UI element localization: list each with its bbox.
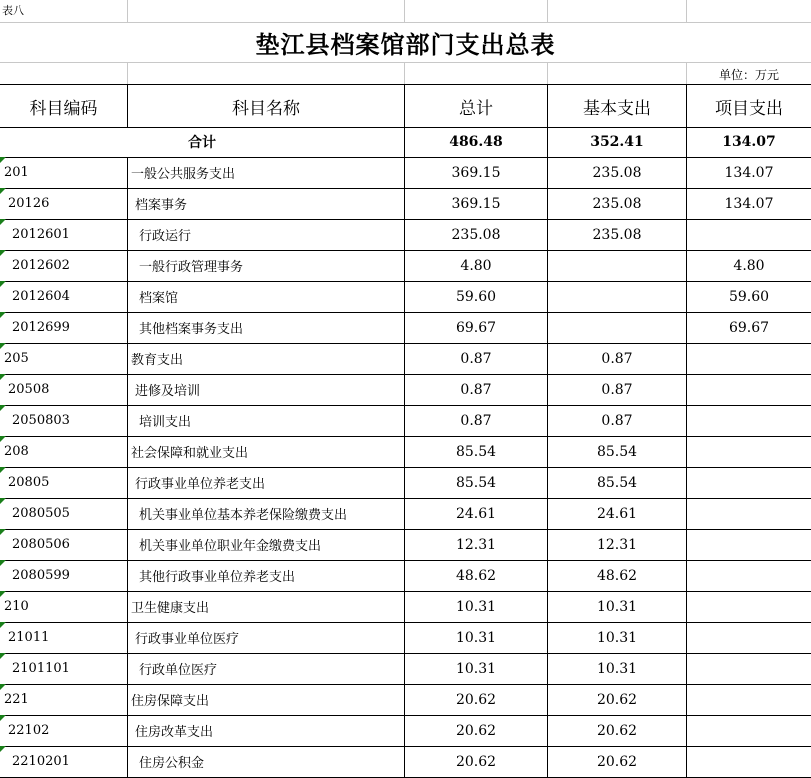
- project-cell[interactable]: [687, 560, 811, 591]
- total-cell[interactable]: 59.60: [405, 281, 548, 312]
- total-cell[interactable]: 0.87: [405, 405, 548, 436]
- name-cell[interactable]: 档案事务: [128, 188, 405, 219]
- total-cell[interactable]: 24.61: [405, 498, 548, 529]
- table-row: [0, 684, 811, 716]
- name-cell[interactable]: 行政单位医疗: [128, 653, 405, 684]
- basic-cell[interactable]: 85.54: [548, 467, 687, 498]
- sheet-tag-row: [0, 0, 811, 23]
- name-cell[interactable]: 一般行政管理事务: [128, 250, 405, 281]
- project-cell[interactable]: 59.60: [728, 288, 770, 305]
- basic-cell[interactable]: 20.62: [548, 746, 687, 777]
- project-cell[interactable]: [687, 622, 811, 653]
- header-name: 科目名称: [128, 85, 405, 127]
- sheet-tag: 表八: [2, 4, 24, 17]
- name-cell[interactable]: 进修及培训: [128, 374, 405, 405]
- page-title: 垫江县档案馆部门支出总表: [255, 29, 556, 59]
- table-row: [0, 312, 811, 344]
- project-cell[interactable]: 134.07: [724, 164, 774, 181]
- basic-cell[interactable]: 235.08: [548, 188, 687, 219]
- total-cell[interactable]: 48.62: [405, 560, 548, 591]
- header-code: 科目编码: [0, 85, 128, 127]
- table-row: [0, 653, 811, 685]
- code-cell[interactable]: 2050803: [0, 405, 128, 436]
- project-cell[interactable]: [687, 436, 811, 467]
- project-cell[interactable]: [687, 343, 811, 374]
- table-row: [0, 250, 811, 282]
- basic-cell[interactable]: [548, 250, 687, 281]
- basic-cell[interactable]: 235.08: [548, 219, 687, 250]
- project-cell[interactable]: [687, 653, 811, 684]
- table-row: [0, 374, 811, 406]
- total-project: 134.07: [722, 133, 776, 150]
- basic-cell[interactable]: 48.62: [548, 560, 687, 591]
- total-cell[interactable]: 235.08: [405, 219, 548, 250]
- basic-cell[interactable]: 10.31: [548, 591, 687, 622]
- total-cell[interactable]: 20.62: [405, 715, 548, 746]
- name-cell[interactable]: 机关事业单位职业年金缴费支出: [128, 529, 405, 560]
- code-cell[interactable]: 210: [0, 591, 128, 622]
- project-cell[interactable]: 69.67: [728, 319, 770, 336]
- table-row: [0, 746, 811, 778]
- code-cell[interactable]: 21011: [0, 622, 128, 653]
- header-row: [0, 84, 811, 128]
- table-row: [0, 281, 811, 313]
- header-project: 项目支出: [715, 98, 783, 119]
- table-row: [0, 591, 811, 623]
- total-row: [0, 126, 811, 158]
- total-cell[interactable]: 10.31: [405, 653, 548, 684]
- total-cell[interactable]: 10.31: [405, 622, 548, 653]
- total-cell[interactable]: 69.67: [405, 312, 548, 343]
- total-cell[interactable]: 12.31: [405, 529, 548, 560]
- code-cell[interactable]: 208: [0, 436, 128, 467]
- project-cell[interactable]: [687, 219, 811, 250]
- project-cell[interactable]: [687, 591, 811, 622]
- code-cell[interactable]: 20805: [0, 467, 128, 498]
- code-cell[interactable]: 2012602: [0, 250, 128, 281]
- name-cell[interactable]: 一般公共服务支出: [128, 157, 405, 188]
- table-row: [0, 560, 811, 592]
- name-cell[interactable]: 行政事业单位医疗: [128, 622, 405, 653]
- project-cell[interactable]: 134.07: [724, 195, 774, 212]
- total-basic: 352.41: [548, 126, 687, 157]
- table-row: [0, 529, 811, 561]
- project-cell[interactable]: [687, 715, 811, 746]
- project-cell[interactable]: [687, 405, 811, 436]
- code-cell[interactable]: 2210201: [0, 746, 128, 777]
- basic-cell[interactable]: 85.54: [548, 436, 687, 467]
- basic-cell[interactable]: 12.31: [548, 529, 687, 560]
- project-cell[interactable]: [687, 529, 811, 560]
- unit-row: [0, 62, 811, 85]
- table-row: [0, 622, 811, 654]
- name-cell[interactable]: 行政运行: [128, 219, 405, 250]
- basic-cell[interactable]: 20.62: [548, 684, 687, 715]
- table-row: [0, 405, 811, 437]
- code-cell[interactable]: 2101101: [0, 653, 128, 684]
- total-cell[interactable]: 369.15: [405, 188, 548, 219]
- name-cell[interactable]: 住房保障支出: [128, 684, 405, 715]
- project-cell[interactable]: [687, 746, 811, 777]
- basic-cell[interactable]: [548, 312, 687, 343]
- total-cell[interactable]: 85.54: [405, 436, 548, 467]
- table-row: [0, 219, 811, 251]
- total-cell[interactable]: 20.62: [405, 746, 548, 777]
- code-cell[interactable]: 20508: [0, 374, 128, 405]
- name-cell[interactable]: 培训支出: [128, 405, 405, 436]
- name-cell[interactable]: 其他档案事务支出: [128, 312, 405, 343]
- basic-cell[interactable]: 10.31: [548, 622, 687, 653]
- basic-cell[interactable]: 235.08: [548, 157, 687, 188]
- basic-cell[interactable]: 0.87: [548, 405, 687, 436]
- code-cell[interactable]: 22102: [0, 715, 128, 746]
- code-cell[interactable]: 205: [0, 343, 128, 374]
- total-label: 合计: [0, 126, 405, 157]
- code-cell[interactable]: 2012699: [0, 312, 128, 343]
- table-row: [0, 467, 811, 499]
- total-cell[interactable]: 85.54: [405, 467, 548, 498]
- code-cell[interactable]: 20126: [0, 188, 128, 219]
- project-cell[interactable]: [687, 498, 811, 529]
- project-cell[interactable]: [687, 684, 811, 715]
- name-cell[interactable]: 其他行政事业单位养老支出: [128, 560, 405, 591]
- total-cell[interactable]: 20.62: [405, 684, 548, 715]
- total-cell[interactable]: 0.87: [405, 374, 548, 405]
- header-total: 总计: [405, 85, 548, 127]
- unit-label: 单位：万元: [718, 68, 779, 82]
- total-sum: 486.48: [405, 126, 548, 157]
- name-cell[interactable]: 行政事业单位养老支出: [128, 467, 405, 498]
- code-cell[interactable]: 2012601: [0, 219, 128, 250]
- basic-cell[interactable]: 0.87: [548, 374, 687, 405]
- basic-cell[interactable]: [548, 281, 687, 312]
- table-row: [0, 498, 811, 530]
- code-cell[interactable]: 2080506: [0, 529, 128, 560]
- name-cell[interactable]: 教育支出: [128, 343, 405, 374]
- table-row: [0, 715, 811, 747]
- basic-cell[interactable]: 24.61: [548, 498, 687, 529]
- code-cell[interactable]: 2080505: [0, 498, 128, 529]
- project-cell[interactable]: [687, 467, 811, 498]
- basic-cell[interactable]: 10.31: [548, 653, 687, 684]
- name-cell[interactable]: 卫生健康支出: [128, 591, 405, 622]
- table-row: [0, 436, 811, 468]
- basic-cell[interactable]: 0.87: [548, 343, 687, 374]
- name-cell[interactable]: 档案馆: [128, 281, 405, 312]
- total-cell[interactable]: 0.87: [405, 343, 548, 374]
- name-cell[interactable]: 住房改革支出: [128, 715, 405, 746]
- table-row: [0, 188, 811, 220]
- total-cell[interactable]: 10.31: [405, 591, 548, 622]
- basic-cell[interactable]: 20.62: [548, 715, 687, 746]
- code-cell[interactable]: 201: [0, 157, 128, 188]
- name-cell[interactable]: 机关事业单位基本养老保险缴费支出: [128, 498, 405, 529]
- name-cell[interactable]: 社会保障和就业支出: [128, 436, 405, 467]
- total-cell[interactable]: 4.80: [405, 250, 548, 281]
- total-cell[interactable]: 369.15: [405, 157, 548, 188]
- code-cell[interactable]: 221: [0, 684, 128, 715]
- name-cell[interactable]: 住房公积金: [128, 746, 405, 777]
- table-row: [0, 343, 811, 375]
- code-cell[interactable]: 2012604: [0, 281, 128, 312]
- project-cell[interactable]: 4.80: [733, 257, 765, 274]
- project-cell[interactable]: [687, 374, 811, 405]
- code-cell[interactable]: 2080599: [0, 560, 128, 591]
- table-row: [0, 157, 811, 189]
- header-basic: 基本支出: [548, 85, 687, 127]
